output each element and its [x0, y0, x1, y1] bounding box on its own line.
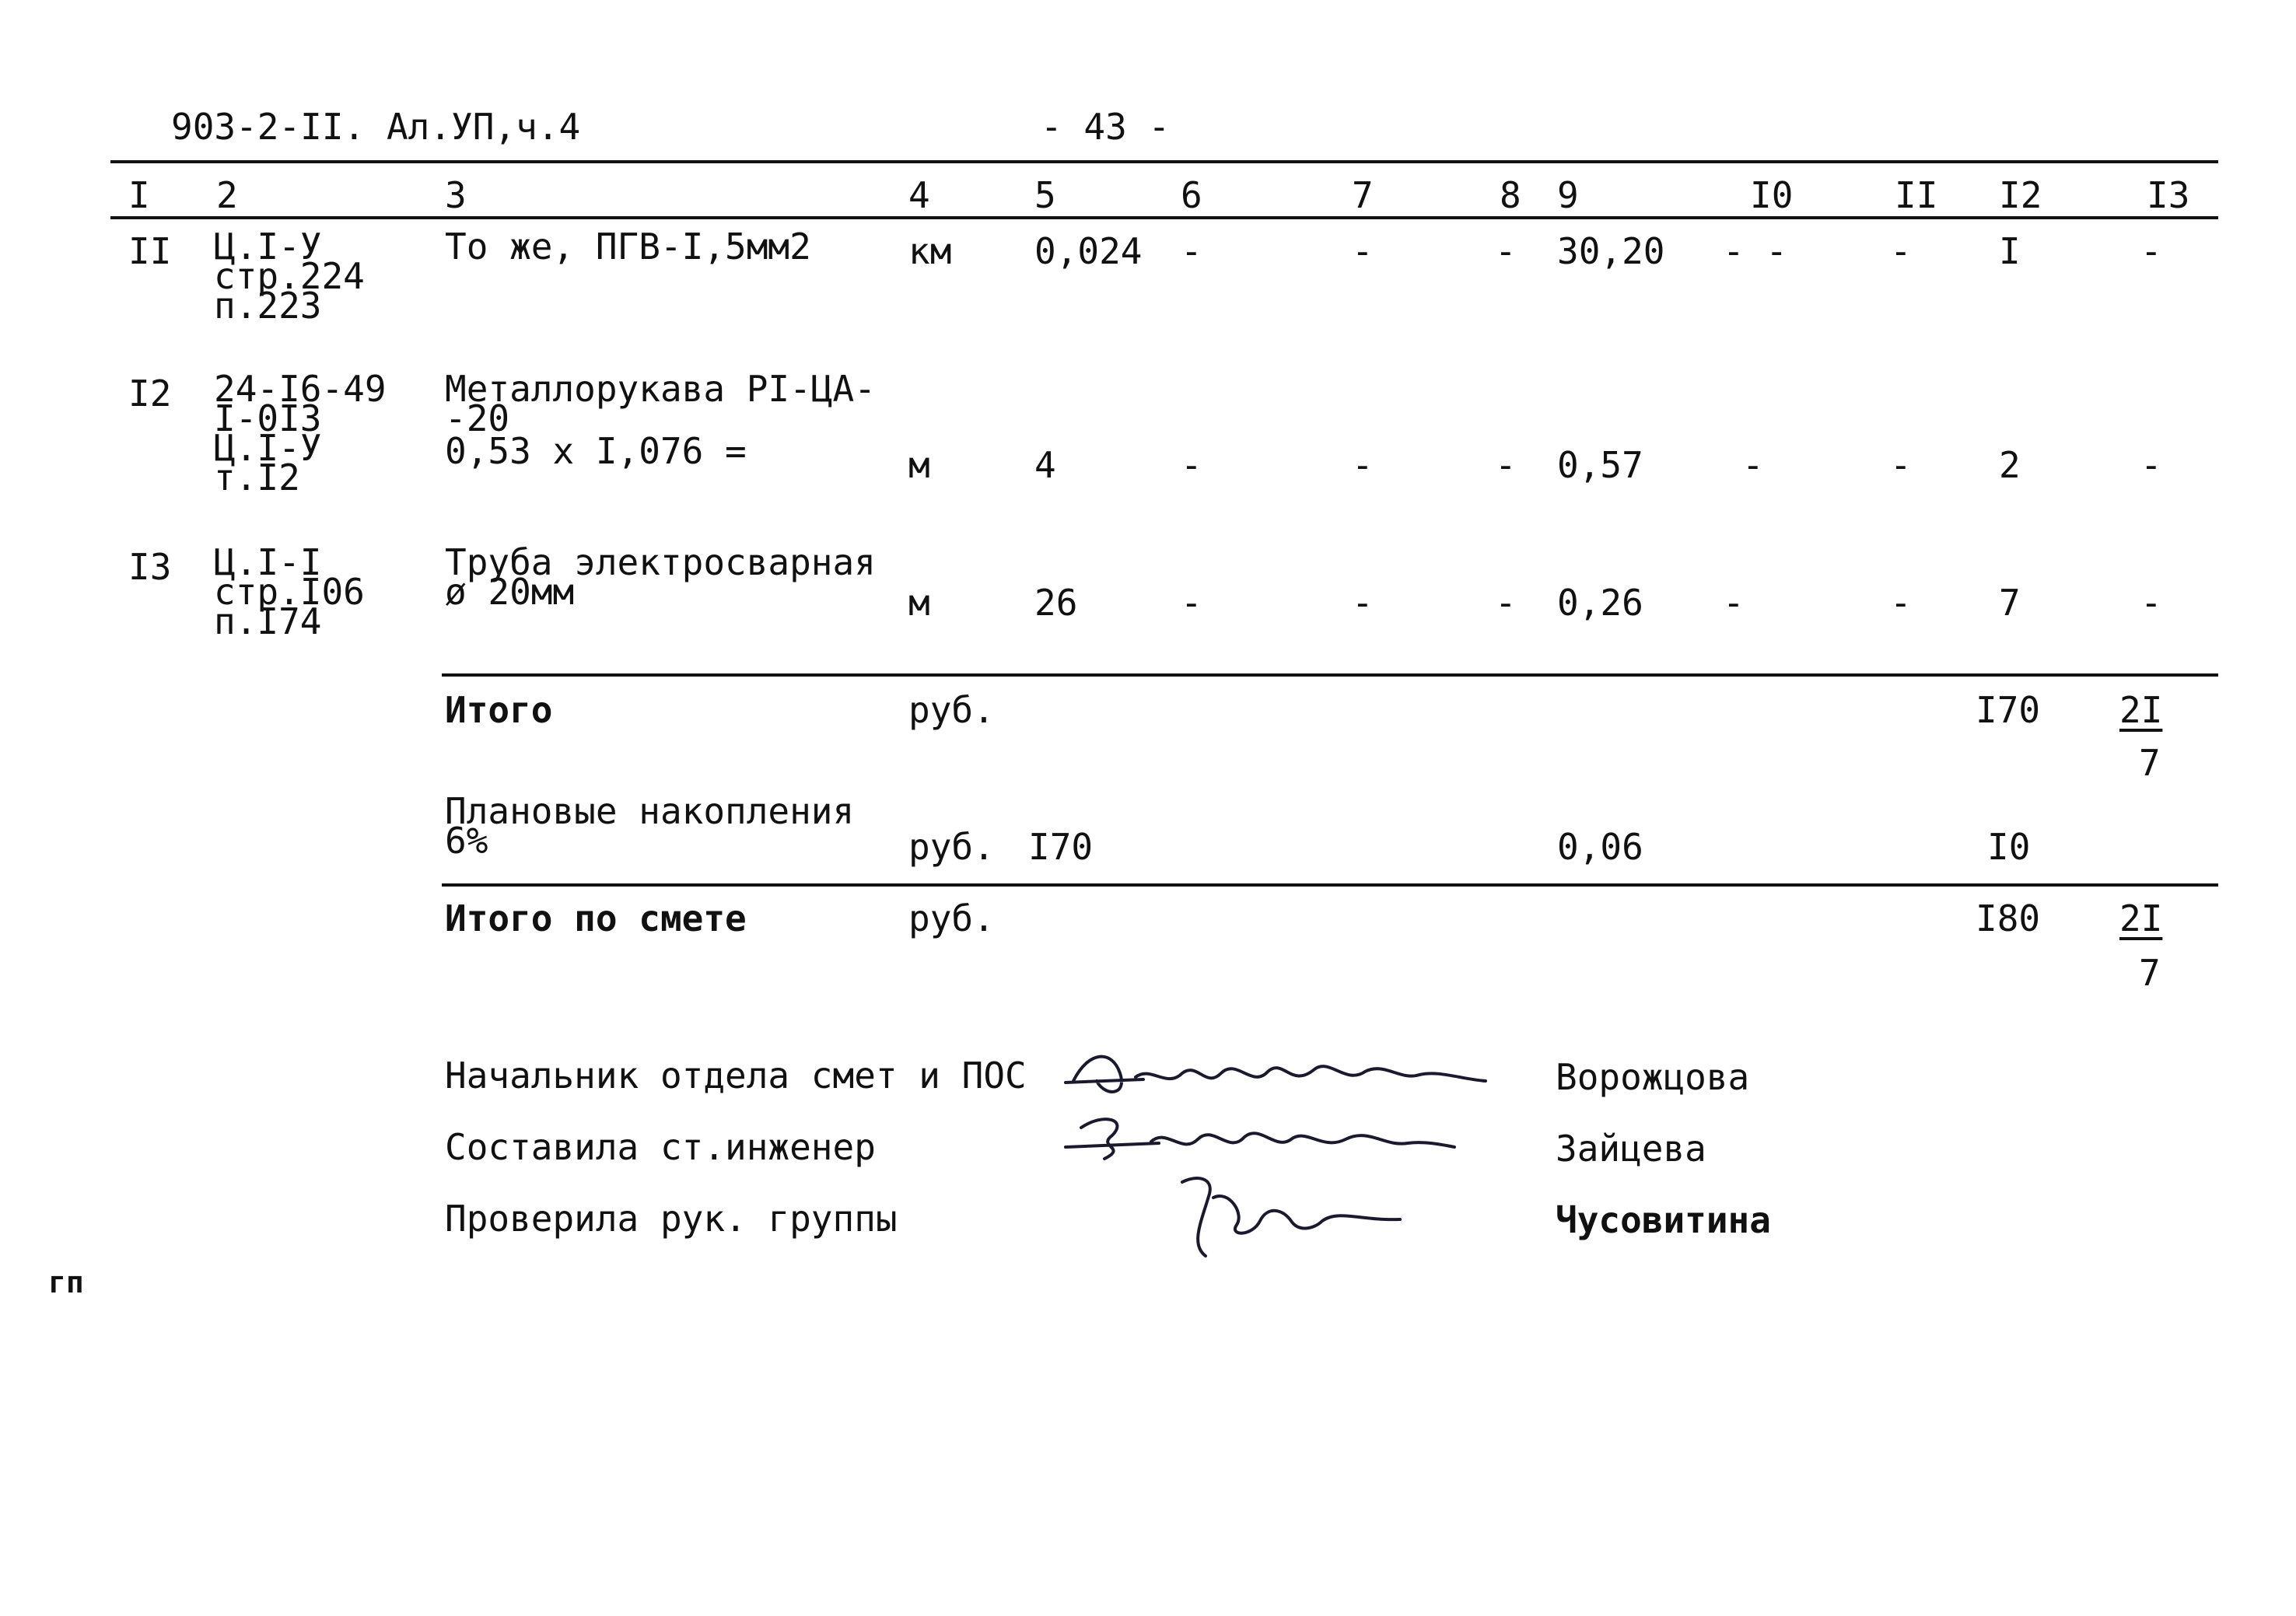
page-number: - 43 - [1041, 106, 1171, 148]
row-unit: м [908, 582, 930, 624]
signature-role: Проверила рук. группы [445, 1198, 898, 1240]
plan-unit: руб. [908, 826, 995, 868]
footer-mark: гп [48, 1265, 84, 1299]
row-name: Металлорукава РI-ЦА- -20 0,53 х I,076 = [445, 368, 876, 472]
plan-col5: I70 [1028, 826, 1094, 868]
itogo-col13-bottom: 7 [2139, 742, 2161, 784]
signature-role: Начальник отдела смет и ПОС [445, 1055, 1027, 1097]
col-header-3: 3 [445, 174, 467, 216]
itogo-col12: I70 [1976, 689, 2041, 731]
plan-col12: I0 [1987, 826, 2031, 868]
smeta-rule [442, 883, 2218, 887]
row-col10: - [1742, 444, 1764, 486]
row-name: То же, ПГВ-I,5мм2 [445, 226, 811, 268]
row-unit: м [908, 444, 930, 486]
table-top-rule [110, 160, 2218, 163]
col-header-7: 7 [1352, 174, 1374, 216]
row-col9: 0,26 [1557, 582, 1643, 624]
smeta-col13-bottom: 7 [2139, 952, 2161, 994]
row-col13: - [2140, 582, 2162, 624]
row-col5: 26 [1034, 582, 1078, 624]
itogo-label: Итого [445, 689, 553, 731]
smeta-col13-top: 2I [2119, 897, 2163, 939]
handwritten-signature [1167, 1167, 1416, 1268]
col-header-2: 2 [216, 174, 238, 216]
row-col5: 4 [1034, 444, 1056, 486]
row-col6: - [1181, 230, 1202, 272]
row-col13: - [2140, 444, 2162, 486]
row-col11: - [1890, 582, 1912, 624]
row-reference: Ц.I-I стр.I06 п.I74 [214, 541, 365, 642]
col-header-9: 9 [1557, 174, 1579, 216]
handwritten-signature [1058, 1104, 1462, 1174]
row-col10: - - [1723, 230, 1788, 272]
handwritten-signature [1058, 1034, 1493, 1112]
row-unit: км [908, 230, 952, 272]
itogo-unit: руб. [908, 689, 995, 731]
signature-name: Зайцева [1556, 1128, 1706, 1170]
row-col10: - [1723, 582, 1745, 624]
signature-name: Чусовитина [1556, 1199, 1771, 1241]
plan-col9: 0,06 [1557, 826, 1643, 868]
row-col11: - [1890, 444, 1912, 486]
document-code: 903-2-II. Ал.УП,ч.4 [171, 106, 581, 148]
col-header-11: II [1895, 174, 1938, 216]
smeta-label: Итого по смете [445, 897, 747, 939]
row-col6: - [1181, 582, 1202, 624]
header-bottom-rule [110, 216, 2218, 219]
itogo-col13-top: 2I [2119, 689, 2163, 731]
row-number: I2 [128, 373, 172, 414]
col-header-8: 8 [1500, 174, 1521, 216]
row-reference: Ц.I-У стр.224 п.223 [214, 226, 365, 327]
row-col9: 30,20 [1557, 230, 1665, 272]
row-col7: - [1352, 230, 1374, 272]
row-col12: I [1999, 230, 2021, 272]
row-col12: 2 [1999, 444, 2021, 486]
row-col12: 7 [1999, 582, 2021, 624]
row-col13: - [2140, 230, 2162, 272]
col-header-6: 6 [1181, 174, 1202, 216]
col-header-4: 4 [908, 174, 930, 216]
itogo-rule [442, 673, 2218, 677]
signature-name: Ворожцова [1556, 1056, 1750, 1098]
col-header-5: 5 [1034, 174, 1056, 216]
row-col6: - [1181, 444, 1202, 486]
smeta-col12: I80 [1976, 897, 2041, 939]
plan-label: Плановые накопления 6% [445, 790, 855, 862]
row-col8: - [1495, 444, 1517, 486]
row-col8: - [1495, 230, 1517, 272]
row-col11: - [1890, 230, 1912, 272]
row-number: I3 [128, 546, 172, 588]
col-header-13: I3 [2147, 174, 2190, 216]
col-header-12: I2 [1999, 174, 2042, 216]
row-col5: 0,024 [1034, 230, 1143, 272]
col-header-1: I [128, 174, 150, 216]
col-header-10: I0 [1750, 174, 1794, 216]
smeta-unit: руб. [908, 897, 995, 939]
row-number: II [128, 230, 172, 272]
row-col9: 0,57 [1557, 444, 1643, 486]
row-col8: - [1495, 582, 1517, 624]
row-reference: 24-I6-49 I-0I3 Ц.I-У т.I2 [214, 368, 387, 498]
signature-role: Составила ст.инженер [445, 1126, 876, 1168]
row-col7: - [1352, 582, 1374, 624]
row-col7: - [1352, 444, 1374, 486]
row-name: Труба электросварная ø 20мм [445, 541, 876, 613]
